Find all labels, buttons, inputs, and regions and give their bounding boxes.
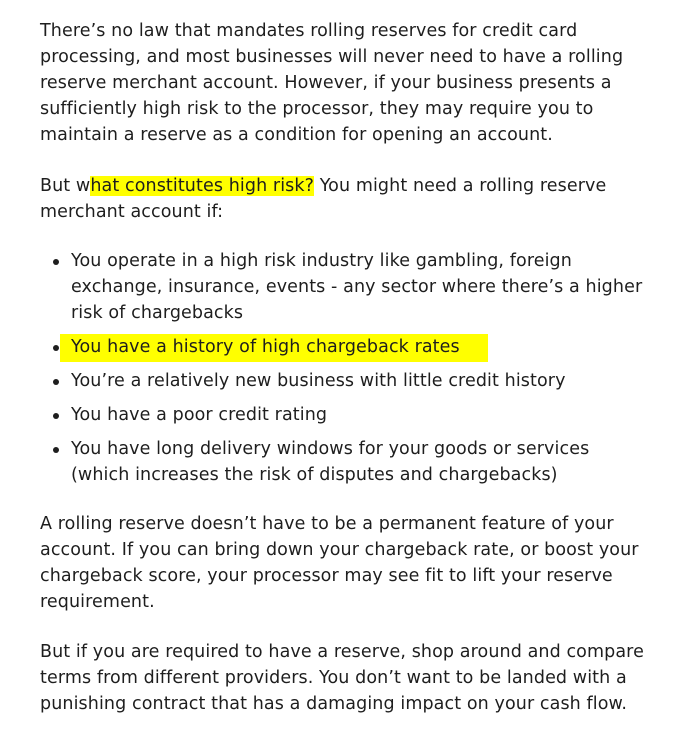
list-item-text: You’re a relatively new business with little credit history [71, 371, 566, 391]
list-item-text: You operate in a high risk industry like gambling, foreign exchange, insurance, events - any sector where there’s a higher risk of chargebacks [71, 251, 643, 323]
bullet-dot-icon [53, 259, 59, 265]
list-item [40, 368, 650, 394]
list-item-text: You have a poor credit rating [71, 405, 328, 425]
paragraph-no-law: There’s no law that mandates rolling reserves for credit card processing, and most businesses will never need to have a rolling reserve merchant account. However, if your business presents a sufficiently high risk to the processor, they may require you to maintain a reserve as a condition for opening an account. [40, 21, 624, 145]
list-item [40, 248, 650, 326]
paragraph-high-risk-lead: But w [40, 176, 91, 196]
bullet-dot-icon [53, 413, 59, 419]
paragraph-permanent-feature: A rolling reserve doesn’t have to be a permanent feature of your account. If you can bring down your chargeback rate, or boost your chargeback score, your processor may see fit to lift your reserve requirement. [40, 514, 639, 612]
paragraph-shop-around: But if you are required to have a reserve, shop around and compare terms from different providers. You don’t want to be landed with a punishing contract that has a damaging impact on your cash flow. [40, 642, 644, 714]
list-item [40, 436, 650, 488]
paragraph-high-risk-tail: You might need a rolling reserve merchant account if: [40, 176, 607, 222]
list-item-text: You have a history of high chargeback rates [60, 334, 488, 362]
bullet-dot-icon [53, 345, 59, 351]
list-item-highlighted [40, 334, 650, 360]
bullet-dot-icon [53, 447, 59, 453]
high-risk-criteria-list [40, 248, 650, 488]
paragraph-high-risk [40, 173, 650, 225]
list-item [40, 402, 650, 428]
bullet-dot-icon [53, 379, 59, 385]
list-item-text: You have long delivery windows for your goods or services (which increases the risk of disputes and chargebacks) [71, 439, 590, 485]
highlighted-question: hat constitutes high risk? [90, 176, 315, 196]
